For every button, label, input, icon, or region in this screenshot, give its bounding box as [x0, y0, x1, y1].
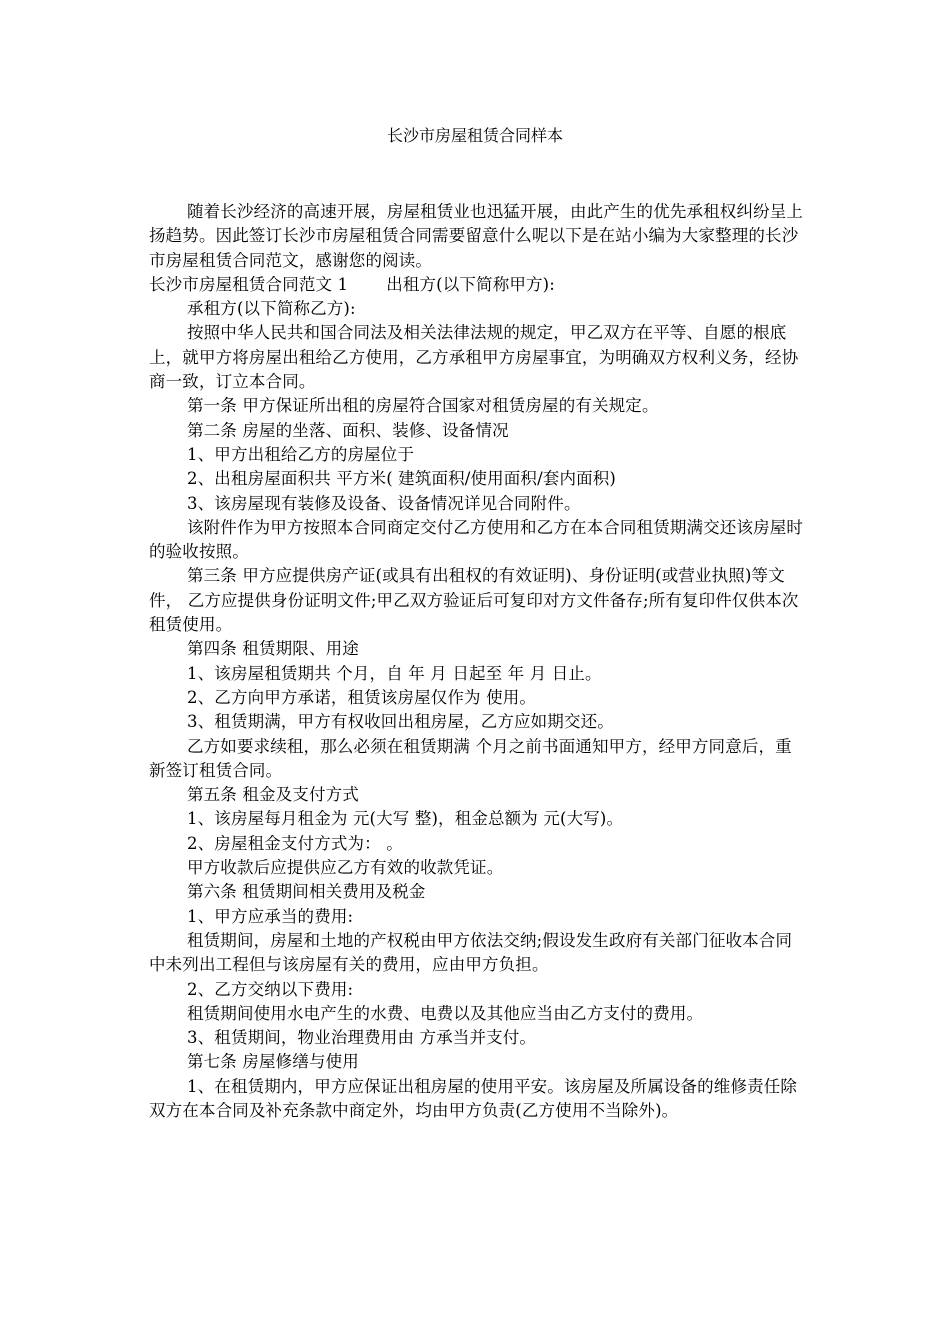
document-body — [149, 200, 805, 1123]
article-6-item-2: 2、乙方交纳以下费用: — [187, 979, 354, 999]
article-4-item-1: 1、该房屋租赁期共 个月，自 年 月 日起至 年 月 日止。 — [187, 663, 602, 683]
article-5-receipt: 甲方收款后应提供应乙方有效的收款凭证。 — [187, 858, 504, 878]
lessor-line: 出租方(以下简称甲方): — [386, 274, 555, 294]
article-5-item-2: 2、房屋租金支付方式为： 。 — [187, 833, 403, 853]
article-6-item-1-detail: 租赁期间，房屋和土地的产权税由甲方依法交纳;假设发生政府有关部门征收本合同中未列出工程但与该房屋有关的费用，应由甲方负担。 — [149, 930, 793, 975]
article-4-item-2: 2、乙方向甲方承诺，租赁该房屋仅作为 使用。 — [187, 687, 537, 707]
article-2-heading: 第二条 房屋的坐落、面积、装修、设备情况 — [187, 420, 509, 440]
article-7-heading: 第七条 房屋修缮与使用 — [187, 1052, 359, 1072]
article-6-heading: 第六条 租赁期间相关费用及税金 — [187, 882, 426, 902]
article-3: 第三条 甲方应提供房产证(或具有出租权的有效证明)、身份证明(或营业执照)等文件， 乙方应提供身份证明文件;甲乙双方验证后可复印对方文件备存;所有复印件仅供本次租赁使用。 — [149, 566, 799, 635]
document-title: 长沙市房屋租赁合同样本 — [386, 126, 563, 145]
article-2-annex-note: 该附件作为甲方按照本合同商定交付乙方使用和乙方在本合同租赁期满交还该房屋时的验收按照。 — [149, 517, 804, 562]
article-2-item-2: 2、出租房屋面积共 平方米( 建筑面积/使用面积/套内面积) — [187, 469, 616, 489]
article-4-heading: 第四条 租赁期限、用途 — [187, 639, 359, 659]
preamble-paragraph: 按照中华人民共和国合同法及相关法律法规的规定，甲乙双方在平等、自愿的根底上，就甲方将房屋出租给乙方使用，乙方承租甲方房屋事宜，为明确双方权利义务，经协商一致，订立本合同。 — [149, 323, 799, 392]
sample-heading: 长沙市房屋租赁合同范文 1 — [149, 274, 349, 294]
lessee-line: 承租方(以下简称乙方): — [187, 299, 356, 319]
article-6-item-1: 1、甲方应承当的费用: — [187, 906, 354, 926]
article-2-item-1: 1、甲方出租给乙方的房屋位于 — [187, 444, 415, 464]
sample-heading-line — [149, 273, 805, 297]
article-4-renewal: 乙方如要求续租，那么必须在租赁期满 个月之前书面通知甲方，经甲方同意后，重新签订租赁合同。 — [149, 736, 792, 780]
article-1: 第一条 甲方保证所出租的房屋符合国家对租赁房屋的有关规定。 — [187, 396, 659, 416]
article-5-heading: 第五条 租金及支付方式 — [187, 785, 359, 805]
article-4-item-3: 3、租赁期满，甲方有权收回出租房屋，乙方应如期交还。 — [187, 712, 614, 732]
article-7-item-1: 1、在租赁期内，甲方应保证出租房屋的使用平安。该房屋及所属设备的维修责任除双方在本合同及补充条款中商定外，均由甲方负责(乙方使用不当除外)。 — [149, 1076, 798, 1120]
article-5-item-1: 1、该房屋每月租金为 元(大写 整)，租金总额为 元(大写)。 — [187, 809, 624, 829]
intro-paragraph: 随着长沙经济的高速开展，房屋租赁业也迅猛开展，由此产生的优先承租权纠纷呈上扬趋势。因此签订长沙市房屋租赁合同需要留意什么呢以下是在站小编为大家整理的长沙市房屋租赁合同范文，感谢您的阅读。 — [149, 202, 804, 270]
article-6-item-3: 3、租赁期间，物业治理费用由 方承当并支付。 — [187, 1028, 537, 1048]
article-2-item-3: 3、该房屋现有装修及设备、设备情况详见合同附件。 — [187, 493, 581, 513]
article-6-item-2-detail: 租赁期间使用水电产生的水费、电费以及其他应当由乙方支付的费用。 — [187, 1003, 704, 1023]
